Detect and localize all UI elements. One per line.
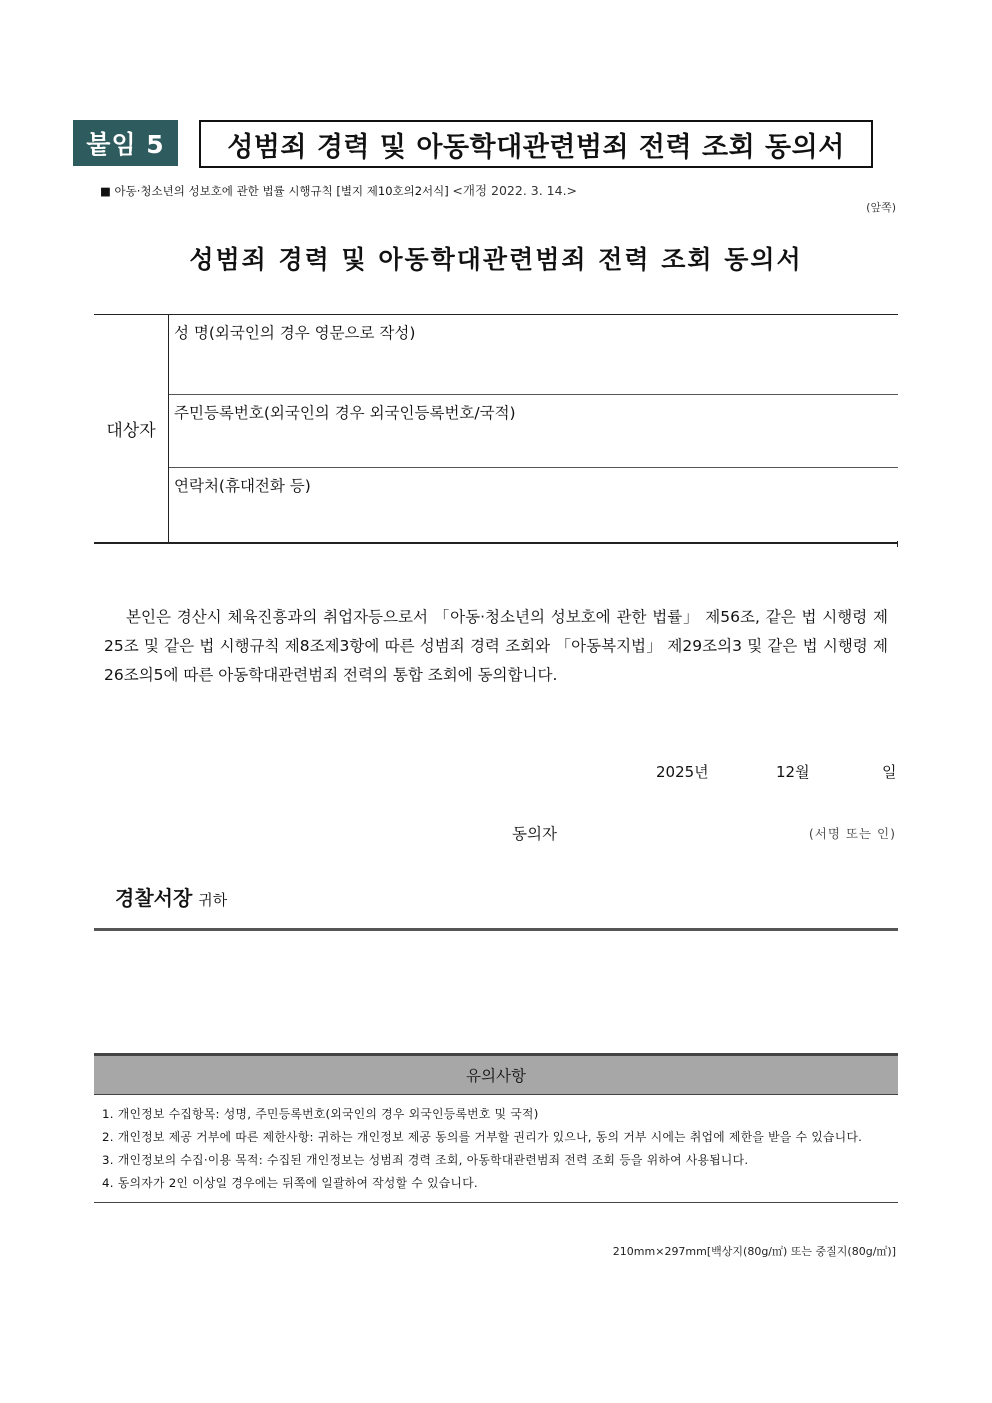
addressee-suffix: 귀하 — [198, 891, 228, 909]
notes-list — [94, 1095, 898, 1203]
date-day[interactable]: 일 — [882, 763, 897, 781]
boxed-title: 성범죄 경력 및 아동학대관련범죄 전력 조회 동의서 — [199, 120, 873, 168]
note-item: 4. 동의자가 2인 이상일 경우에는 뒤쪽에 일괄하여 작성할 수 있습니다. — [102, 1176, 478, 1190]
table-corner-tick — [897, 541, 898, 547]
note-item: 3. 개인정보의 수집·이용 목적: 수집된 개인정보는 성범죄 경력 조회, 아동학대관련범죄 전력 조회 등을 위하여 사용됩니다. — [102, 1153, 749, 1167]
legal-basis-line — [100, 181, 577, 199]
legal-basis: ■ 아동·청소년의 성보호에 관한 법률 시행규칙 [별지 제10호의2서식] — [100, 184, 449, 198]
attachment-badge: 붙임 5 — [73, 120, 178, 166]
notes-section — [94, 1053, 898, 1203]
date-year[interactable]: 2025년 — [656, 763, 709, 781]
addressee — [115, 882, 227, 911]
note-item: 1. 개인정보 수집항목: 성명, 주민등록번호(외국인의 경우 외국인등록번호 및 국적) — [102, 1107, 539, 1121]
addressee-main: 경찰서장 — [115, 886, 193, 910]
contact-field-label: 연락처(휴대전화 등) — [174, 477, 311, 495]
name-field-label: 성 명(외국인의 경우 영문으로 작성) — [174, 324, 416, 342]
subject-label: 대상자 — [94, 315, 169, 542]
note-item: 2. 개인정보 제공 거부에 따른 제한사항: 귀하는 개인정보 제공 동의를 거부할 권리가 있으나, 동의 거부 시에는 취업에 제한을 받을 수 있습니다. — [102, 1130, 863, 1144]
date-month[interactable]: 12월 — [776, 763, 810, 781]
id-number-field-label: 주민등록번호(외국인의 경우 외국인등록번호/국적) — [174, 404, 516, 422]
contact-field[interactable] — [169, 468, 898, 542]
consenter-label: 동의자 — [512, 825, 557, 843]
revision-note: <개정 2022. 3. 14.> — [452, 183, 578, 198]
document-title: 성범죄 경력 및 아동학대관련범죄 전력 조회 동의서 — [189, 245, 803, 274]
signature-field[interactable]: (서명 또는 인) — [808, 826, 896, 841]
notes-heading: 유의사항 — [94, 1053, 898, 1095]
consent-statement: 본인은 경산시 체육진흥과의 취업자등으로서 「아동·청소년의 성보호에 관한 법률」 제56조, 같은 법 시행령 제25조 및 같은 법 시행규칙 제8조제3항에 따른 성범죄 경력 조회와 「아동복지법」 제29조의3 및 같은 법 시행령 제26조의5에 따른 아동학대관련범죄 전력의 통합 조회에 동의합니다. — [104, 608, 888, 684]
section-divider — [94, 928, 898, 931]
paper-spec: 210mm×297mm[백상지(80g/㎡) 또는 중질지(80g/㎡)] — [612, 1245, 896, 1258]
id-number-field[interactable] — [169, 395, 898, 468]
page-side-label: (앞쪽) — [866, 201, 896, 214]
name-field[interactable] — [169, 315, 898, 395]
subject-form — [94, 314, 898, 544]
